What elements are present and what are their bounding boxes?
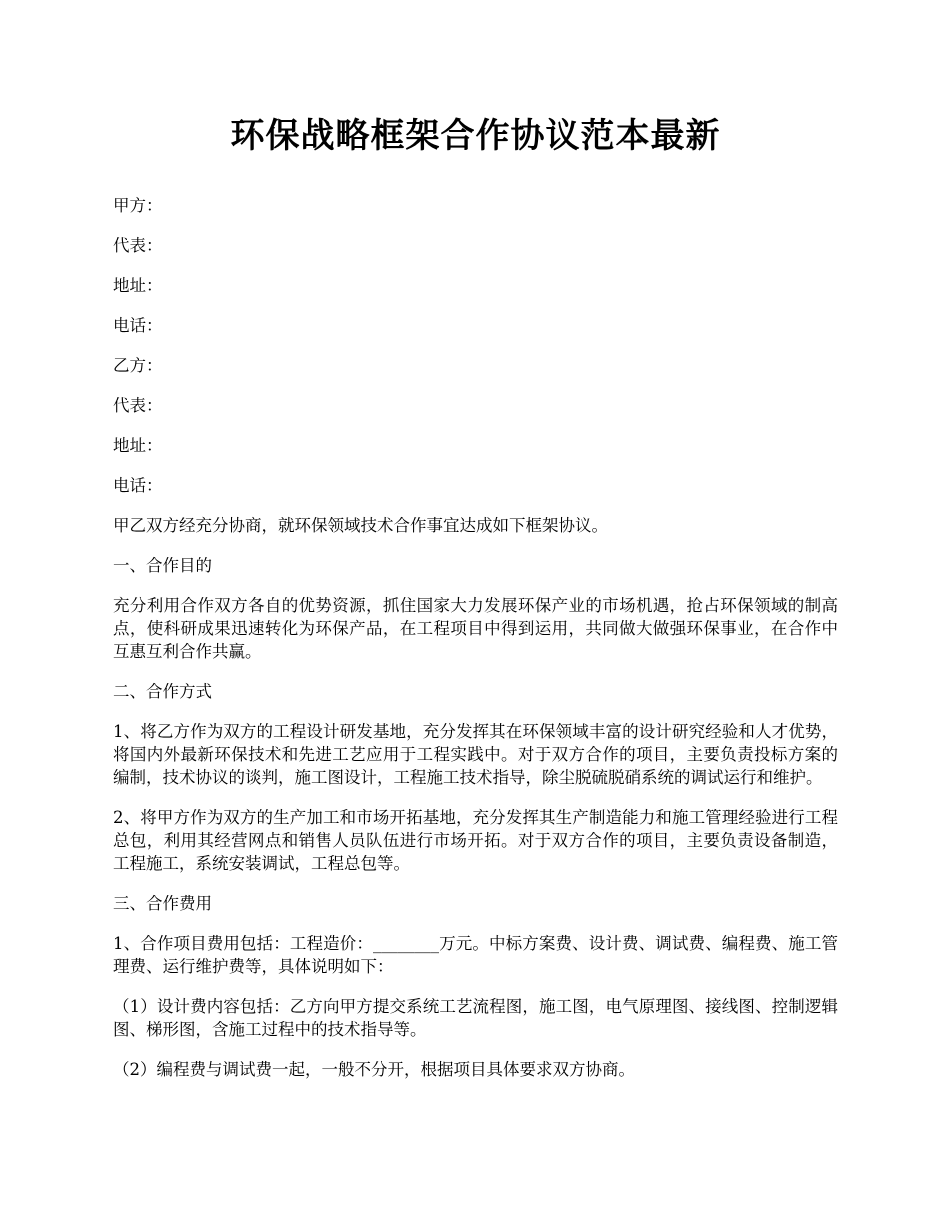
party-a-address: 地址：: [113, 276, 163, 295]
party-a-label: 甲方：: [113, 196, 163, 215]
document-title: 环保战略框架合作协议范本最新: [230, 116, 721, 156]
section-1-heading: 一、合作目的: [113, 556, 212, 575]
section-2-item-1: 1、将乙方作为双方的工程设计研发基地，充分发挥其在环保领域丰富的设计研究经验和人才优势，将国内外最新环保技术和先进工艺应用于工程实践中。对于双方合作的项目，主要负责投标方案的编制，技术协议的谈判，施工图设计，工程施工技术指导，除尘脱硫脱硝系统的调试运行和维护。: [113, 722, 838, 787]
party-a-phone: 电话：: [113, 316, 163, 335]
section-3-sub-1: （1）设计费内容包括：乙方向甲方提交系统工艺流程图，施工图，电气原理图、接线图、控制逻辑图、梯形图，含施工过程中的技术指导等。: [113, 997, 838, 1039]
section-1-body: 充分利用合作双方各自的优势资源，抓住国家大力发展环保产业的市场机遇，抢占环保领域的制高点，使科研成果迅速转化为环保产品，在工程项目中得到运用，共同做大做强环保事业，在合作中互惠互利合作共赢。: [113, 596, 838, 661]
party-b-address: 地址：: [113, 436, 163, 455]
section-3-item-1: 1、合作项目费用包括：工程造价：________万元。中标方案费、设计费、调试费、编程费、施工管理费、运行维护费等，具体说明如下：: [113, 934, 838, 976]
party-b-phone: 电话：: [113, 476, 163, 495]
party-a-representative: 代表：: [113, 236, 163, 255]
section-2-heading: 二、合作方式: [113, 682, 212, 701]
party-b-label: 乙方：: [113, 356, 163, 375]
section-3-sub-2: （2）编程费与调试费一起，一般不分开，根据项目具体要求双方协商。: [113, 1060, 635, 1079]
intro-paragraph: 甲乙双方经充分协商，就环保领域技术合作事宜达成如下框架协议。: [113, 516, 608, 535]
party-b-representative: 代表：: [113, 396, 163, 415]
section-3-heading: 三、合作费用: [113, 894, 212, 913]
section-2-item-2: 2、将甲方作为双方的生产加工和市场开拓基地，充分发挥其生产制造能力和施工管理经验进行工程总包，利用其经营网点和销售人员队伍进行市场开拓。对于双方合作的项目，主要负责设备制造，工程施工，系统安装调试，工程总包等。: [113, 808, 838, 873]
